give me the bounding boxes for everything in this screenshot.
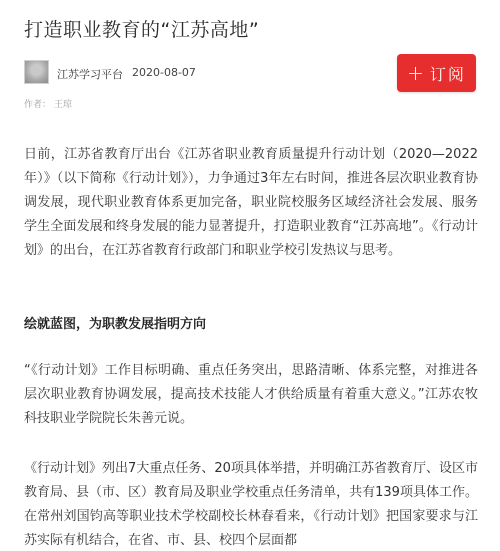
source-name[interactable]: 江苏学习平台 <box>57 68 123 81</box>
source-avatar[interactable] <box>24 60 49 84</box>
subscribe-label: 订阅 <box>429 64 466 84</box>
section-heading: 绘就蓝图，为职教发展指明方向 <box>24 317 207 332</box>
author-line: 作者： 王琼 <box>24 100 72 110</box>
subscribe-button[interactable] <box>397 54 476 92</box>
article-title: 打造职业教育的“江苏高地” <box>24 19 260 41</box>
plus-icon: + <box>407 61 424 85</box>
article-paragraph: 《行动计划》列出7大重点任务、20项具体举措，并明确江苏省教育厅、设区市教育局、县（市、区）教育局及职业学校重点任务清单，共有139项具体工作。在常州刘国钧高等职业技术学校副校长林春看来，《行动计划》把国家要求与江苏实际有机结合，在省、市、县、校四个层面都 <box>24 461 478 548</box>
publish-date: 2020-08-07 <box>132 66 196 79</box>
article-paragraph: “《行动计划》工作目标明确、重点任务突出，思路清晰、体系完整，对推进各层次职业教育协调发展，提高技术技能人才供给质量有着重大意义。”江苏农牧科技职业学院院长朱善元说。 <box>24 363 478 426</box>
article-paragraph: 日前，江苏省教育厅出台《江苏省职业教育质量提升行动计划（2020—2022年）》（以下简称《行动计划》），力争通过3年左右时间，推进各层次职业教育协调发展，现代职业教育体系更加完备，职业院校服务区域经济社会发展、服务学生全面发展和终身发展的能力显著提升，打造职业教育“江苏高地”。《行动计划》的出台，在江苏省教育行政部门和职业学校引发热议与思考。 <box>24 147 478 258</box>
